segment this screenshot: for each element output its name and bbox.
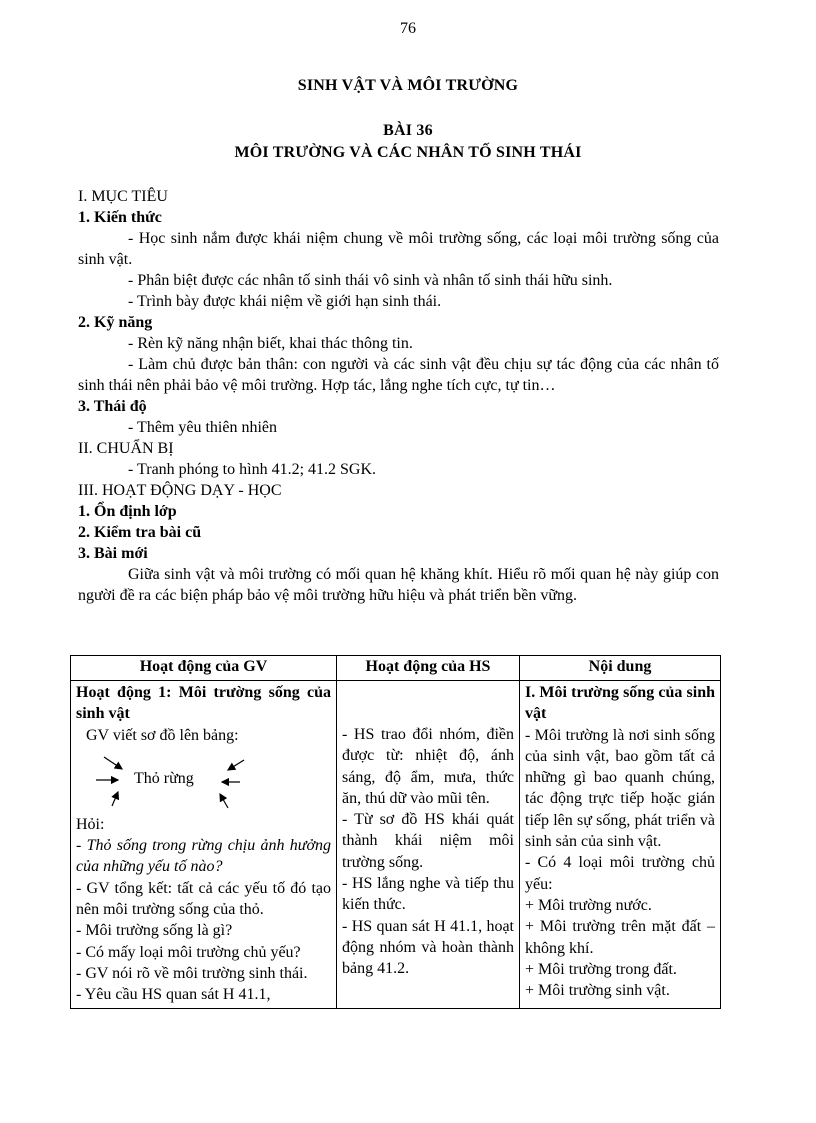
header-content: Nội dung <box>520 656 721 681</box>
gv-line: - GV tổng kết: tất cả các yếu tố đó tạo nên môi trường sống của thỏ. <box>76 879 331 919</box>
table-header-row <box>71 656 721 681</box>
gv-line: - Yêu cầu HS quan sát H 41.1, <box>76 986 271 1004</box>
intro-paragraph: Giữa sinh vật và môi trường có mối quan hệ khăng khít. Hiểu rõ mối quan hệ này giúp con người đề ra các biện pháp bảo vệ môi trường hữu hiệu và phát triển bền vững. <box>78 566 719 604</box>
gv-cell <box>71 681 337 1009</box>
content-line: + Môi trường trong đất. <box>525 960 677 978</box>
attitude-heading: 3. Thái độ <box>78 398 147 415</box>
activities-heading: III. HOẠT ĐỘNG DẠY - HỌC <box>78 482 282 499</box>
content-line: - Có 4 loại môi trường chủ yếu: <box>525 854 715 893</box>
gv-question: - Thỏ sống trong rừng chịu ảnh hưởng của những yếu tố nào? <box>76 837 331 876</box>
arrow-icon <box>220 794 228 808</box>
diagram-center-label: Thỏ rừng <box>134 769 194 787</box>
objectives-heading: I. MỤC TIÊU <box>78 188 168 205</box>
arrow-icon <box>104 757 122 769</box>
activity-step: 3. Bài mới <box>78 545 148 562</box>
header-gv: Hoạt động của GV <box>71 656 337 681</box>
content-line: + Môi trường trên mặt đất – không khí. <box>525 918 715 957</box>
hs-line: - HS lắng nghe và tiếp thu kiến thức. <box>342 875 514 914</box>
content-cell <box>520 681 721 1009</box>
hs-cell <box>337 681 520 1009</box>
content-line: + Môi trường nước. <box>525 896 652 914</box>
gv-line: - Môi trường sống là gì? <box>76 922 233 940</box>
lesson-content <box>78 186 719 606</box>
content-heading: I. Môi trường sống của sinh vật <box>525 684 715 723</box>
content-line: - Môi trường là nơi sinh sống của sinh vật, bao gồm tất cả những gì bao quanh chúng, tác động trực tiếp hoặc gián tiếp lên sự sống, phát triển và sinh sản của sinh vật. <box>525 726 715 851</box>
knowledge-heading: 1. Kiến thức <box>78 209 162 226</box>
activity-step: 1. Ổn định lớp <box>78 503 177 520</box>
knowledge-item: - Học sinh nắm được khái niệm chung về môi trường sống, các loại môi trường sống của sinh vật. <box>78 230 719 268</box>
knowledge-item: - Phân biệt được các nhân tố sinh thái vô sinh và nhân tố sinh thái hữu sinh. <box>128 272 613 289</box>
hs-line: - Từ sơ đồ HS khái quát thành khái niệm môi trường sống. <box>342 811 514 871</box>
activity-title: Hoạt động 1: Môi trường sống của sinh vật <box>76 684 331 723</box>
page-number: 76 <box>400 20 416 37</box>
header-hs: Hoạt động của HS <box>337 656 520 681</box>
skills-heading: 2. Kỹ năng <box>78 314 153 331</box>
rabbit-diagram <box>76 748 331 812</box>
prep-item: - Tranh phóng to hình 41.2; 41.2 SGK. <box>128 461 377 478</box>
skills-item: - Làm chủ được bản thân: con người và các sinh vật đều chịu sự tác động của các nhân tố sinh thái nên phải bảo vệ môi trường. Hợp tác, lắng nghe tích cực, tự tin… <box>78 356 719 394</box>
chapter-title: SINH VẬT VÀ MÔI TRƯỜNG <box>297 77 519 94</box>
knowledge-item: - Trình bày được khái niệm về giới hạn sinh thái. <box>128 293 442 310</box>
hs-line: - HS trao đổi nhóm, điền được từ: nhiệt độ, ánh sáng, độ ẩm, mưa, thức ăn, thú dữ vào mũi tên. <box>342 726 514 807</box>
ask-label: Hỏi: <box>76 815 105 833</box>
hs-line: - HS quan sát H 41.1, hoạt động nhóm và hoàn thành bảng 41.2. <box>342 917 514 978</box>
prep-heading: II. CHUẨN BỊ <box>78 440 174 457</box>
content-line: + Môi trường sinh vật. <box>525 982 670 1000</box>
activity-step: 2. Kiểm tra bài cũ <box>78 524 202 541</box>
arrow-icon <box>228 760 244 770</box>
lesson-title: MÔI TRƯỜNG VÀ CÁC NHÂN TỐ SINH THÁI <box>234 144 582 161</box>
draw-line: GV viết sơ đồ lên bảng: <box>86 726 239 744</box>
lesson-number: BÀI 36 <box>383 122 433 139</box>
skills-item: - Rèn kỹ năng nhận biết, khai thác thông tin. <box>128 335 413 352</box>
gv-line: - Có mấy loại môi trường chủ yếu? <box>76 943 301 961</box>
arrow-icon <box>112 792 118 806</box>
lesson-plan-table <box>70 655 721 1009</box>
gv-line: - GV nói rõ về môi trường sinh thái. <box>76 964 308 982</box>
table-row <box>71 681 721 1009</box>
attitude-item: - Thêm yêu thiên nhiên <box>128 419 277 436</box>
